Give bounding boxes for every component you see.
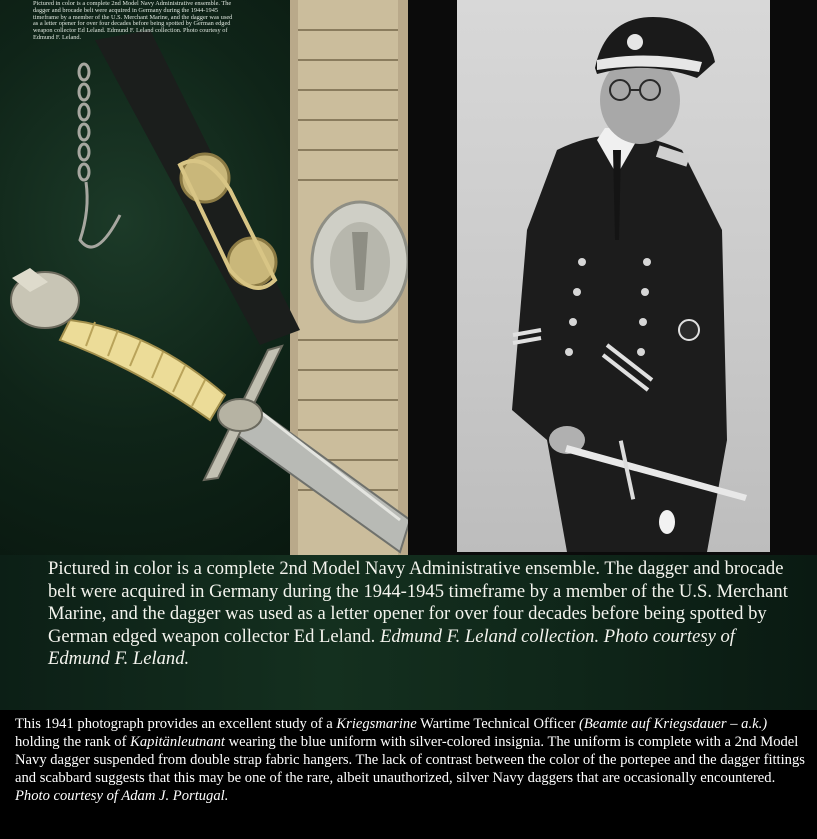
portrait-caption-term-kriegsmarine: Kriegsmarine — [336, 716, 417, 732]
bw-portrait-photo — [408, 0, 817, 555]
portrait-caption-part1: This 1941 photograph provides an excellent study of a — [15, 716, 333, 732]
portrait-caption — [15, 716, 810, 806]
portrait-caption-credit: Photo courtesy of Adam J. Portugal. — [15, 787, 229, 804]
main-caption — [48, 558, 788, 671]
color-photo-dagger-ensemble — [0, 0, 408, 555]
portrait-caption-part3: holding the rank of — [15, 733, 127, 750]
portrait-caption-term-beamte: (Beamte auf Kriegsdauer – a.k.) — [579, 716, 768, 732]
main-caption-text: Pictured in color is a complete 2nd Model Navy Administrative ensemble. The dagger and brocade belt were acquired in Germany during the 1944-1945 timeframe by a member of the U.S. Merchant Marine, and the dagger was used as a letter opener for over four decades before being spotted by German edged weapon collector Ed Leland. — [48, 558, 788, 647]
main-caption-credit: Edmund F. Leland collection. Photo courtesy of Edmund F. Leland. — [48, 625, 735, 670]
portrait-caption-part4: wearing the blue uniform with silver-colored insignia. The uniform is complete with a 2nd Model Navy dagger suspended from double strap fabric hangers. The lack of contrast between the color of the portepee and the dagger fittings and scabbard suggests that this may be one of the rare, albeit unauthorized, silver Navy daggers that are occasionally encountered. — [15, 733, 805, 786]
dagger-ensemble-illustration — [0, 0, 408, 555]
portrait-caption-part2: Wartime Technical Officer — [420, 716, 576, 732]
portrait-caption-term-rank: Kapitänleutnant — [130, 733, 225, 750]
photo-inset-caption: Pictured in color is a complete 2nd Model Navy Administrative ensemble. The dagger and brocade belt were acquired in Germany during the 1944-1945 timeframe by a member of the U.S. Merchant Marine, and the dagger was used as a letter opener for over four decades before being spotted by German edged weapon collector Ed Leland. Edmund F. Leland collection. Photo courtesy of Edmund F. Leland. — [33, 0, 233, 41]
officer-portrait-illustration — [457, 0, 770, 552]
